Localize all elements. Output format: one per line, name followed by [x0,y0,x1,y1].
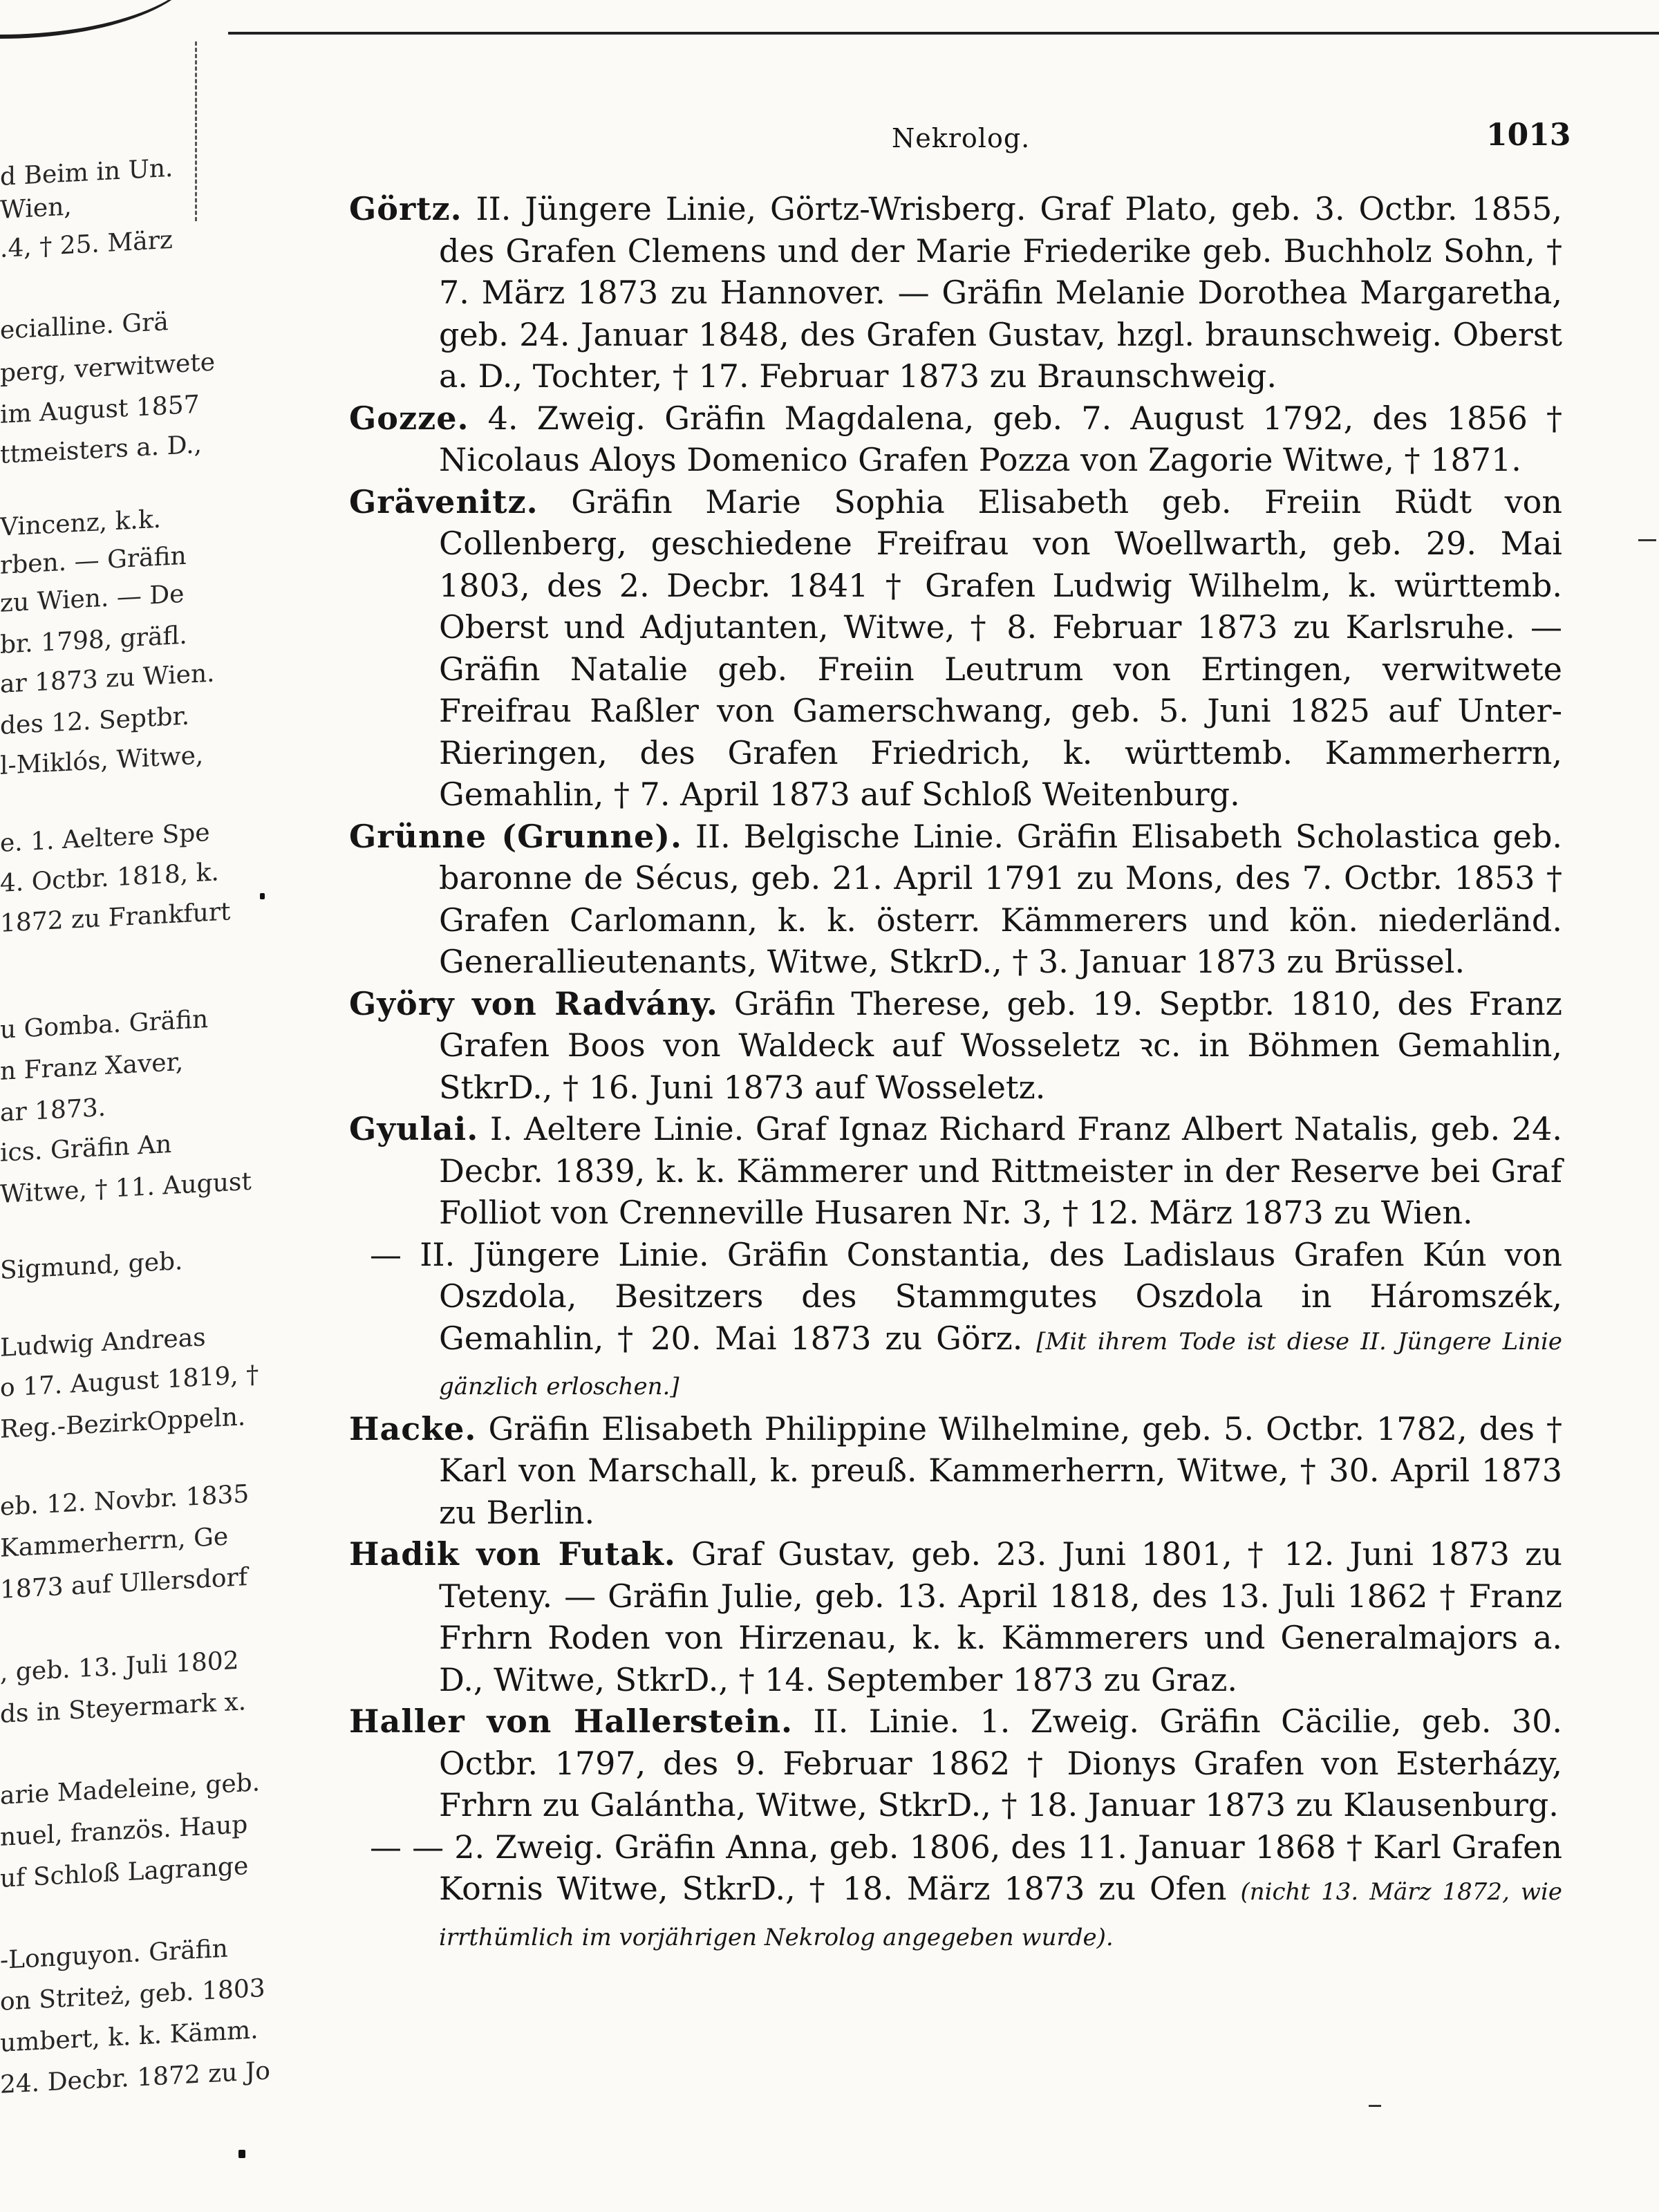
left-fragment: d Beim in Un. [0,153,174,191]
left-fragment: umbert, k. k. Kämm. [0,2016,259,2058]
left-fragment: 4. Octbr. 1818, k. [0,858,219,898]
entry-head: Grävenitz. [349,482,538,521]
left-fragment: o 17. August 1819, † [0,1360,259,1403]
left-fragment: ttmeisters a. D., [0,430,203,469]
print-speck [260,893,265,899]
necrology-entries [349,188,1562,1958]
entry-gyoery [349,983,1562,1109]
left-fragment: Witwe, † 11. August [0,1167,252,1209]
entry-hadik [349,1533,1562,1700]
left-fragment: ar 1873 zu Wien. [0,659,215,699]
entry-hacke [349,1408,1562,1534]
entry-gyulai-younger-line [349,1234,1562,1408]
running-head: Nekrolog. [892,123,1031,153]
left-fragment: Ludwig Andreas [0,1323,206,1362]
left-fragment: Wien, [0,192,72,225]
left-fragment: ar 1873. [0,1093,106,1127]
entry-text: 4. Zweig. Gräfin Magdalena, geb. 7. August 1792, des 1856 † Nicolaus Aloys Domenico Grafen Pozza von Zagorie Witwe, † 1871. [439,399,1562,478]
entry-head: Haller von Hallerstein. [349,1703,794,1740]
entry-text: I. Aeltere Linie. Graf Ignaz Richard Franz Albert Natalis, geb. 24. Decbr. 1839, k. k. Kämmerer und Rittmeister in der Reserve bei Graf Folliot von Crenneville Husaren Nr. 3, † 12. März 1873 zu Wien. [439,1110,1562,1231]
entry-dash: — [370,1235,402,1273]
entry-note: [Mit ihrem Tode ist diese II. Jüngere Linie gänzlich erloschen.] [439,1327,1563,1400]
entry-haller [349,1700,1562,1826]
left-fragment: br. 1798, gräfl. [0,621,187,659]
left-fragment: e. 1. Aeltere Spe [0,818,210,858]
left-fragment: n Franz Xaver, [0,1047,184,1086]
entry-dash: — — [370,1828,444,1866]
print-speck [238,2150,245,2158]
entry-gyulai [349,1108,1562,1234]
left-fragment: .4, † 25. März [0,225,173,263]
entry-head: Györy von Radvány. [349,984,718,1022]
entry-note: (nicht 13. März 1872, wie irrthümlich im vorjährigen Nekrolog angegeben wurde). [439,1878,1563,1951]
left-fragment: 1873 auf Ullersdorf [0,1563,248,1604]
page-corner-curl [0,0,200,39]
left-fragment: , geb. 13. Juli 1802 [0,1646,239,1687]
left-fragment: 1872 zu Frankfurt [0,897,231,938]
left-fragment: u Gomba. Gräfin [0,1005,209,1044]
left-fragment: ds in Steyermark x. [0,1687,247,1729]
entry-head: Hacke. [349,1409,477,1447]
left-fragment: ics. Gräfin An [0,1130,172,1168]
entry-gruenne [349,816,1562,983]
left-fragment: Vincenz, k.k. [0,505,162,542]
entry-text: II. Jüngere Linie, Görtz-Wrisberg. Graf Plato, geb. 3. Octbr. 1855, des Grafen Clemens und der Marie Friederike geb. Buchholz Sohn, † 7. März 1873 zu Hannover. — Gräfin Melanie Dorothea Margaretha, geb. 24. Januar 1848, des Grafen Gustav, hzgl. braunschweig. Oberst a. D., Tochter, † 17. Februar 1873 zu Braunschweig. [439,190,1563,395]
entry-head: Gozze. [349,399,469,437]
left-fragment: zu Wien. — De [0,579,185,618]
top-border-line [228,32,1659,35]
entry-text: II. Belgische Linie. Gräfin Elisabeth Scholastica geb. baronne de Sécus, geb. 21. April 1791 zu Mons, des 7. Octbr. 1853 † Grafen Carlomann, k. k. österr. Kämmerers und kön. niederländ. Generallieutenants, Witwe, StkrD., † 3. Januar 1873 zu Brüssel. [439,817,1563,980]
entry-text: Gräfin Elisabeth Philippine Wilhelmine, geb. 5. Octbr. 1782, des † Karl von Marschall, k. preuß. Kammerherrn, Witwe, † 30. April 1873 zu Berlin. [439,1409,1562,1531]
entry-text: 2. Zweig. Gräfin Anna, geb. 1806, des 11. Januar 1868 † Karl Grafen Kornis Witwe, StkrD., † 18. März 1873 zu Ofen [439,1828,1563,1907]
left-fragment: 24. Decbr. 1872 zu Jo [0,2056,270,2099]
entry-gozze [349,397,1562,481]
left-fragment: perg, verwitwete [0,348,216,388]
left-fragment: Sigmund, geb. [0,1246,183,1285]
entry-head: Hadik von Futak. [349,1535,676,1573]
left-fragment: des 12. Septbr. [0,702,190,740]
margin-mark [1369,2105,1381,2107]
left-fragment: rben. — Gräfin [0,541,187,580]
left-fragment: im August 1857 [0,390,200,429]
left-fragment: l-Miklós, Witwe, [0,741,204,780]
entry-text: II. Linie. 1. Zweig. Gräfin Cäcilie, geb. 30. Octbr. 1797, des 9. Februar 1862 † Dionys Grafen von Esterházy, Frhrn zu Galántha, Witwe, StkrD., † 18. Januar 1873 zu Klausenburg. [439,1703,1563,1824]
left-fragment: nuel, französ. Haup [0,1810,248,1852]
entry-head: Görtz. [349,190,462,227]
left-fragment: Reg.-BezirkOppeln. [0,1403,246,1444]
left-fragment: on Striteż, geb. 1803 [0,1974,265,2016]
entry-head: Grünne (Grunne). [349,817,682,855]
left-fragment: ecialline. Grä [0,308,169,345]
entry-text: Graf Gustav, geb. 23. Juni 1801, † 12. Juni 1873 zu Teteny. — Gräfin Julie, geb. 13. April 1818, des 13. Juli 1862 † Franz Frhrn Roden von Hirzenau, k. k. Kämmerers und Generalmajors a. D., Witwe, StkrD., † 14. September 1873 zu Graz. [439,1535,1563,1698]
entry-text: II. Jüngere Linie. Gräfin Constantia, des Ladislaus Grafen Kún von Oszdola, Besitzers des Stammgutes Oszdola in Háromszék, Gemahlin, † 20. Mai 1873 zu Görz. [420,1235,1562,1357]
entry-text: Gräfin Marie Sophia Elisabeth geb. Freiin Rüdt von Collenberg, geschiedene Freifrau von Woellwarth, geb. 29. Mai 1803, des 2. Decbr. 1841 † Grafen Ludwig Wilhelm, k. württemb. Oberst und Adjutanten, Witwe, † 8. Februar 1873 zu Karlsruhe. — Gräfin Natalie geb. Freiin Leutrum von Ertingen, verwitwete Freifrau Raßler von Gamerschwang, geb. 5. Juni 1825 auf Unter-Rieringen, des Grafen Friedrich, k. württemb. Kammerherrn, Gemahlin, † 7. April 1873 auf Schloß Weitenburg. [439,482,1563,813]
margin-mark [1638,539,1656,541]
left-fragment: Kammerherrn, Ge [0,1522,229,1563]
entry-head: Gyulai. [349,1110,479,1147]
left-fragment: -Longuyon. Gräfin [0,1934,228,1975]
page-number: 1013 [1486,118,1571,153]
entry-graevenitz [349,481,1562,816]
left-fragment: arie Madeleine, geb. [0,1768,261,1810]
entry-haller-second-branch [349,1826,1562,1959]
left-fragment: uf Schloß Lagrange [0,1852,249,1893]
entry-text: Gräfin Therese, geb. 19. Septbr. 1810, des Franz Grafen Boos von Waldeck auf Wosseletz ꝛc. in Böhmen Gemahlin, StkrD., † 16. Juni 1873 auf Wosseletz. [439,984,1562,1106]
left-fragment: eb. 12. Novbr. 1835 [0,1479,250,1521]
entry-goertz [349,188,1562,397]
